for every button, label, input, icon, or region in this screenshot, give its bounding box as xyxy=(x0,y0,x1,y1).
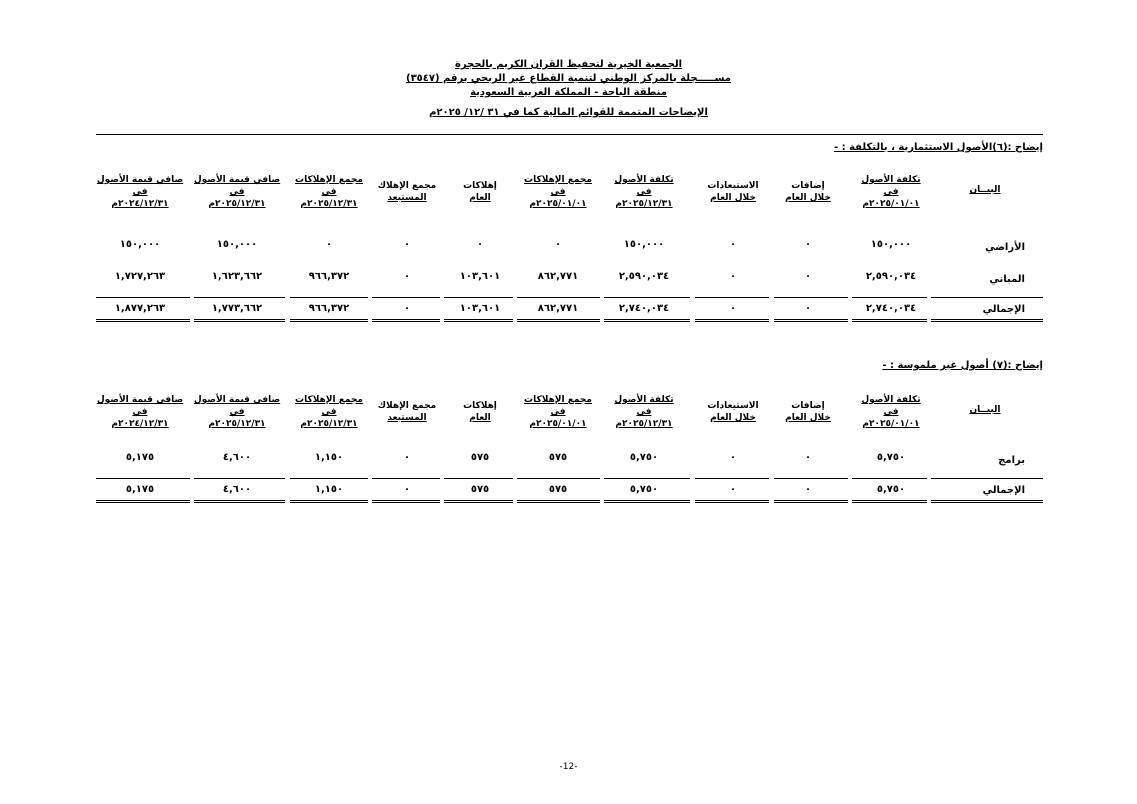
column-header-6-l1: إهلاكات xyxy=(463,401,497,411)
note6-total-cell: ١٠٣,٦٠١ xyxy=(459,303,501,314)
note6-cell: ٩٦٦,٣٧٢ xyxy=(308,271,350,282)
column-header-4 xyxy=(596,394,692,430)
column-header-8-l3: ٢٠٢٥/١٢/٣١م xyxy=(300,419,358,429)
note6-total-rule xyxy=(444,297,513,298)
column-header-1 xyxy=(843,174,939,210)
note6-cell: ٨٦٢,٧٧١ xyxy=(537,271,579,282)
column-header-4-l2: في xyxy=(636,407,652,417)
note6-total-cell: ٠ xyxy=(804,303,812,314)
note6-total-cell: ٠ xyxy=(403,303,411,314)
column-header-9-l2: في xyxy=(229,407,245,417)
column-header-0-l1: البيــان xyxy=(969,405,1001,415)
column-header-10-l1: صافي قيمة الأصول xyxy=(96,175,184,185)
note6-total-cell: ٢,٧٤٠,٠٣٤ xyxy=(865,303,917,314)
column-header-1-l1: تكلفة الأصول xyxy=(861,175,921,185)
note6-total-double-rule xyxy=(852,319,927,322)
column-header-4-l3: ٢٠٢٥/١٢/٣١م xyxy=(615,199,673,209)
note6-total-label: الإجمالي xyxy=(982,304,1025,315)
note6-cell: ٠ xyxy=(729,239,737,250)
note7-row-label: برامج xyxy=(998,455,1025,466)
registration-line: مســـــجلة بالمركز الوطني لتنمية القطاع غير الربحي برقم (٣٥٤٧) xyxy=(406,73,731,84)
note6-cell: ٠ xyxy=(804,271,812,282)
note6-total-rule xyxy=(96,297,190,298)
column-header-9-l3: ٢٠٢٥/١٢/٣١م xyxy=(208,199,266,209)
column-header-10-l3: ٢٠٢٤/١٢/٣١م xyxy=(111,419,169,429)
note7-total-rule xyxy=(931,478,1043,479)
note7-total-cell: ٥٧٥ xyxy=(548,484,568,495)
note6-cell: ١,٦٢٣,٦٦٢ xyxy=(211,271,263,282)
note6-title: إيضاح :(٦)الأصول الاستثمارية ، بالتكلفة : - xyxy=(834,142,1043,153)
note6-total-cell: ٢,٧٤٠,٠٣٤ xyxy=(618,303,670,314)
note7-total-double-rule xyxy=(517,500,600,503)
note7-total-cell: ٠ xyxy=(403,484,411,495)
column-header-10 xyxy=(92,174,188,210)
column-header-3-l1: الاستبعادات xyxy=(707,181,759,191)
column-header-0 xyxy=(937,184,1033,196)
column-header-4-l1: تكلفة الأصول xyxy=(614,175,674,185)
column-header-10 xyxy=(92,394,188,430)
column-header-10-l2: في xyxy=(132,187,148,197)
note7-total-rule xyxy=(852,478,927,479)
note6-total-rule xyxy=(194,297,285,298)
note7-cell: ٥,٧٥٠ xyxy=(629,452,659,463)
statement-title: الإيضاحات المتممة للقوائم المالية كما في ٣١ /١٢/ ٢٠٢٥م xyxy=(429,107,708,118)
column-header-9-l3: ٢٠٢٥/١٢/٣١م xyxy=(208,419,266,429)
column-header-4 xyxy=(596,174,692,210)
note7-total-double-rule xyxy=(695,500,769,503)
note7-total-double-rule xyxy=(290,500,368,503)
column-header-9 xyxy=(189,394,285,430)
column-header-5-l3: ٢٠٢٥/٠١/٠١م xyxy=(529,419,587,429)
note7-cell: ٥,١٧٥ xyxy=(125,452,155,463)
note6-cell: ٠ xyxy=(403,239,411,250)
note6-cell: ١٠٣,٦٠١ xyxy=(459,271,501,282)
note7-total-cell: ٠ xyxy=(729,484,737,495)
column-header-3 xyxy=(685,180,781,204)
note6-row-label: الأراضي xyxy=(985,242,1025,253)
note7-total-rule xyxy=(194,478,285,479)
note6-total-rule xyxy=(852,297,927,298)
note6-cell: ٠ xyxy=(554,239,562,250)
column-header-9-l2: في xyxy=(229,187,245,197)
report-header xyxy=(0,58,1137,120)
note6-total-double-rule xyxy=(194,319,285,322)
note7-total-rule xyxy=(774,478,848,479)
column-header-5-l2: في xyxy=(550,187,566,197)
note7-total-cell: ٤,٦٠٠ xyxy=(222,484,252,495)
note6-cell: ١,٧٢٧,٢٦٣ xyxy=(114,271,166,282)
note6-total-double-rule xyxy=(290,319,368,322)
column-header-9-l1: صافي قيمة الأصول xyxy=(193,395,281,405)
note6-total-rule xyxy=(290,297,368,298)
note7-total-rule xyxy=(604,478,690,479)
note7-total-rule xyxy=(290,478,368,479)
column-header-1-l2: في xyxy=(883,407,899,417)
note6-total-double-rule xyxy=(774,319,848,322)
column-header-6-l2: العام xyxy=(469,193,491,203)
column-header-2-l1: إضافات xyxy=(791,181,825,191)
column-header-5-l1: مجمع الإهلاكات xyxy=(524,175,592,185)
note7-cell: ٥,٧٥٠ xyxy=(876,452,906,463)
note7-total-double-rule xyxy=(852,500,927,503)
note6-cell: ٠ xyxy=(476,239,484,250)
column-header-10-l3: ٢٠٢٤/١٢/٣١م xyxy=(111,199,169,209)
column-header-1-l2: في xyxy=(883,187,899,197)
column-header-8-l1: مجمع الإهلاكات xyxy=(295,175,363,185)
note6-total-rule xyxy=(774,297,848,298)
note7-total-rule xyxy=(517,478,600,479)
column-header-4-l2: في xyxy=(636,187,652,197)
note7-total-cell: ٥,١٧٥ xyxy=(125,484,155,495)
note6-total-rule xyxy=(517,297,600,298)
note7-total-rule xyxy=(695,478,769,479)
column-header-8-l1: مجمع الإهلاكات xyxy=(295,395,363,405)
note7-cell: ١,١٥٠ xyxy=(314,452,344,463)
column-header-8-l2: في xyxy=(321,407,337,417)
note7-cell: ٠ xyxy=(729,452,737,463)
page-number: -12- xyxy=(559,762,578,772)
note7-total-double-rule xyxy=(372,500,440,503)
column-header-9-l1: صافي قيمة الأصول xyxy=(193,175,281,185)
note6-cell: ٢,٥٩٠,٠٣٤ xyxy=(618,271,670,282)
note6-cell: ١٥٠,٠٠٠ xyxy=(870,239,912,250)
column-header-6-l2: العام xyxy=(469,413,491,423)
column-header-6-l1: إهلاكات xyxy=(463,181,497,191)
column-header-0-l1: البيــان xyxy=(969,185,1001,195)
note7-total-cell: ٥,٧٥٠ xyxy=(876,484,906,495)
note7-cell: ٥٧٥ xyxy=(470,452,490,463)
note6-row-label: المباني xyxy=(989,274,1025,285)
note7-total-rule xyxy=(96,478,190,479)
column-header-7-l1: مجمع الإهلاك xyxy=(377,181,437,191)
column-header-5-l1: مجمع الإهلاكات xyxy=(524,395,592,405)
column-header-7-l1: مجمع الإهلاك xyxy=(377,401,437,411)
note7-total-cell: ١,١٥٠ xyxy=(314,484,344,495)
note7-total-cell: ٥٧٥ xyxy=(470,484,490,495)
note6-total-rule xyxy=(931,297,1043,298)
note6-cell: ١٥٠,٠٠٠ xyxy=(216,239,258,250)
column-header-8 xyxy=(281,394,377,430)
column-header-0 xyxy=(937,404,1033,416)
column-header-8-l2: في xyxy=(321,187,337,197)
note6-total-cell: ٠ xyxy=(729,303,737,314)
column-header-5-l3: ٢٠٢٥/٠١/٠١م xyxy=(529,199,587,209)
note6-total-cell: ٨٦٢,٧٧١ xyxy=(537,303,579,314)
column-header-5-l2: في xyxy=(550,407,566,417)
note6-cell: ١٥٠,٠٠٠ xyxy=(623,239,665,250)
note7-total-double-rule xyxy=(931,500,1043,503)
note7-total-rule xyxy=(372,478,440,479)
column-header-7-l2: المستبعد xyxy=(387,193,427,203)
note6-cell: ١٥٠,٠٠٠ xyxy=(119,239,161,250)
note7-total-rule xyxy=(444,478,513,479)
note7-title: إيضاح :(٧) أصول غير ملموسة : - xyxy=(882,360,1043,371)
column-header-4-l3: ٢٠٢٥/١٢/٣١م xyxy=(615,419,673,429)
note6-total-cell: ٩٦٦,٣٧٢ xyxy=(308,303,350,314)
column-header-3-l2: خلال العام xyxy=(710,193,756,203)
note6-total-double-rule xyxy=(931,319,1043,322)
note7-total-double-rule xyxy=(774,500,848,503)
note6-total-double-rule xyxy=(96,319,190,322)
column-header-2-l2: خلال العام xyxy=(785,193,831,203)
note6-cell: ٠ xyxy=(403,271,411,282)
note6-cell: ٠ xyxy=(729,271,737,282)
association-name: الجمعية الخيرية لتحفيظ القران الكريم بالحجرة xyxy=(454,59,683,70)
note7-total-double-rule xyxy=(444,500,513,503)
note6-cell: ٢,٥٩٠,٠٣٤ xyxy=(865,271,917,282)
column-header-8 xyxy=(281,174,377,210)
note6-total-double-rule xyxy=(604,319,690,322)
column-header-10-l1: صافي قيمة الأصول xyxy=(96,395,184,405)
note6-cell: ٠ xyxy=(325,239,333,250)
note6-total-double-rule xyxy=(695,319,769,322)
column-header-7-l2: المستبعد xyxy=(387,413,427,423)
column-header-2-l1: إضافات xyxy=(791,401,825,411)
note6-total-rule xyxy=(372,297,440,298)
note7-cell: ٠ xyxy=(403,452,411,463)
note6-total-rule xyxy=(604,297,690,298)
column-header-3-l2: خلال العام xyxy=(710,413,756,423)
note7-total-double-rule xyxy=(194,500,285,503)
note7-total-double-rule xyxy=(96,500,190,503)
column-header-3-l1: الاستبعادات xyxy=(707,401,759,411)
note6-total-cell: ١,٧٧٣,٦٦٢ xyxy=(211,303,263,314)
note6-total-double-rule xyxy=(372,319,440,322)
column-header-1-l1: تكلفة الأصول xyxy=(861,395,921,405)
note7-total-cell: ٥,٧٥٠ xyxy=(629,484,659,495)
column-header-1 xyxy=(843,394,939,430)
column-header-3 xyxy=(685,400,781,424)
note7-cell: ٠ xyxy=(804,452,812,463)
note7-total-double-rule xyxy=(604,500,690,503)
note6-total-double-rule xyxy=(517,319,600,322)
column-header-9 xyxy=(189,174,285,210)
column-header-1-l3: ٢٠٢٥/٠١/٠١م xyxy=(862,199,920,209)
column-header-8-l3: ٢٠٢٥/١٢/٣١م xyxy=(300,199,358,209)
note6-cell: ٠ xyxy=(804,239,812,250)
header-rule xyxy=(96,134,1043,135)
note6-total-double-rule xyxy=(444,319,513,322)
column-header-10-l2: في xyxy=(132,407,148,417)
note7-cell: ٥٧٥ xyxy=(548,452,568,463)
note6-total-rule xyxy=(695,297,769,298)
note7-cell: ٤,٦٠٠ xyxy=(222,452,252,463)
note7-total-label: الإجمالي xyxy=(982,485,1025,496)
column-header-1-l3: ٢٠٢٥/٠١/٠١م xyxy=(862,419,920,429)
column-header-4-l1: تكلفة الأصول xyxy=(614,395,674,405)
note7-total-cell: ٠ xyxy=(804,484,812,495)
column-header-2-l2: خلال العام xyxy=(785,413,831,423)
region-line: منطقة الباحة - المملكة العربية السعودية xyxy=(470,87,667,98)
note6-total-cell: ١,٨٧٧,٢٦٣ xyxy=(114,303,166,314)
